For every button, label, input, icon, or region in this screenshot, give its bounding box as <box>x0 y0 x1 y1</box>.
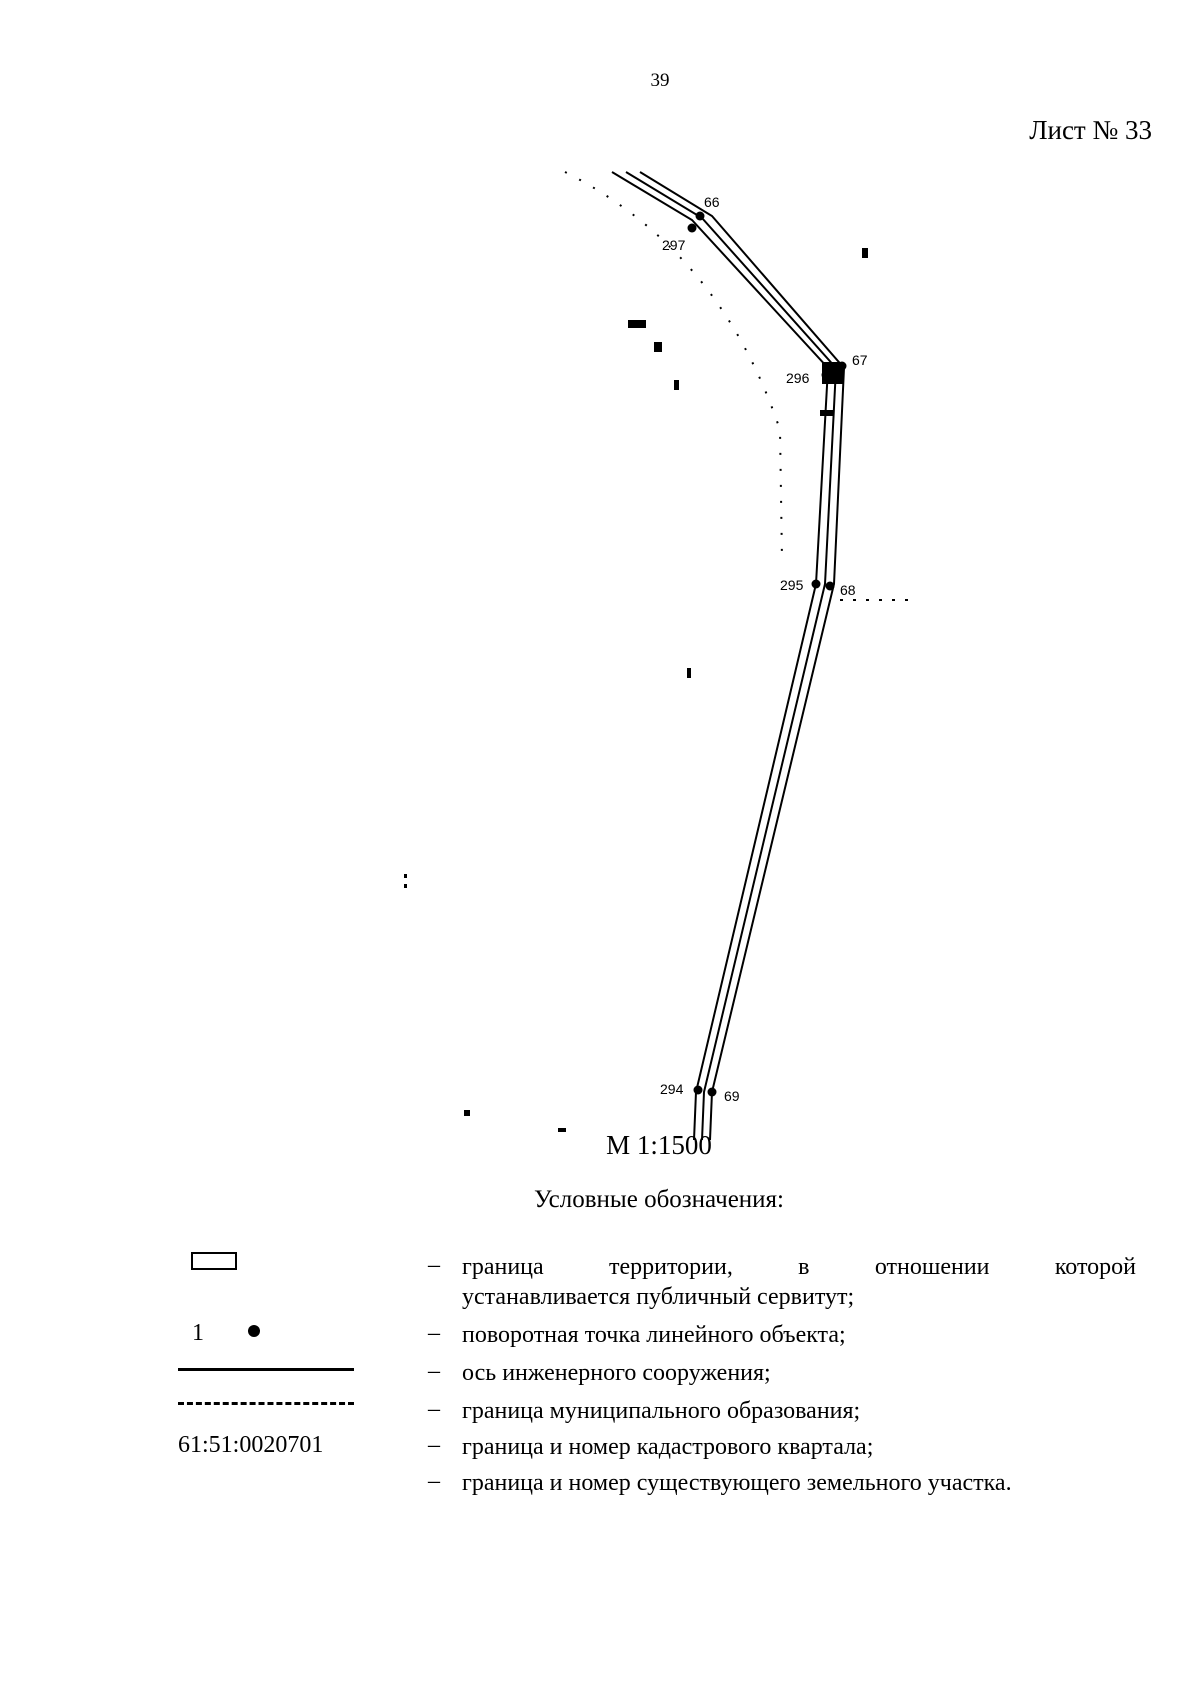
turning-point <box>822 371 831 380</box>
turning-point <box>694 1086 703 1095</box>
legend-symbol-point <box>178 1320 358 1347</box>
legend-item-text: ось инженерного сооружения; <box>462 1360 771 1386</box>
point-label: 68 <box>840 582 856 598</box>
point-label: 69 <box>724 1088 740 1104</box>
sheet-label: Лист № 33 <box>1029 115 1152 145</box>
legend-symbol-label: 1 <box>192 1320 204 1346</box>
point-label: 67 <box>852 352 868 368</box>
legend-dash: – <box>428 1320 440 1346</box>
point-label: 297 <box>662 237 686 253</box>
legend-symbol-solid-line <box>178 1368 358 1371</box>
point-icon <box>248 1325 260 1337</box>
legend-dash: – <box>428 1252 440 1278</box>
municipal-boundary-dotted <box>565 172 782 560</box>
point-label: 295 <box>780 577 804 593</box>
map-scale: М 1:1500 <box>606 1130 712 1160</box>
point-label: 66 <box>704 194 720 210</box>
legend-item-text: поворотная точка линейного объекта; <box>462 1322 846 1348</box>
turning-point <box>838 362 847 371</box>
turning-point <box>826 582 835 591</box>
legend-text-line: устанавливается публичный сервитут; <box>462 1284 855 1310</box>
legend-symbol-dashed-line <box>178 1402 358 1405</box>
legend-dash: – <box>428 1358 440 1384</box>
legend-item-text: граница и номер существующего земельного участка. <box>462 1470 1012 1496</box>
point-label: 296 <box>786 370 810 386</box>
legend-dash: – <box>428 1432 440 1458</box>
legend-item-text: граница и номер кадастрового квартала; <box>462 1434 874 1460</box>
legend-symbol-text: 61:51:0020701 <box>178 1432 324 1458</box>
legend-title: Условные обозначения: <box>533 1186 785 1213</box>
point-label: 294 <box>660 1081 684 1097</box>
legend-symbol-rectangle <box>178 1252 358 1270</box>
legend-text-line: граница территории, в отношении которой <box>462 1254 1136 1280</box>
engineering-structure-axis <box>626 172 836 1140</box>
legend-dash: – <box>428 1468 440 1494</box>
legend-item-text <box>462 1252 1136 1312</box>
turning-point <box>708 1088 717 1097</box>
turning-point <box>812 580 821 589</box>
turning-point <box>688 224 697 233</box>
turning-point <box>696 212 705 221</box>
legend-dash: – <box>428 1396 440 1422</box>
easement-boundary-right <box>640 172 844 1140</box>
legend-item-text: граница муниципального образования; <box>462 1398 861 1424</box>
easement-boundary-left <box>612 172 828 1140</box>
page-number: 39 <box>650 70 670 91</box>
